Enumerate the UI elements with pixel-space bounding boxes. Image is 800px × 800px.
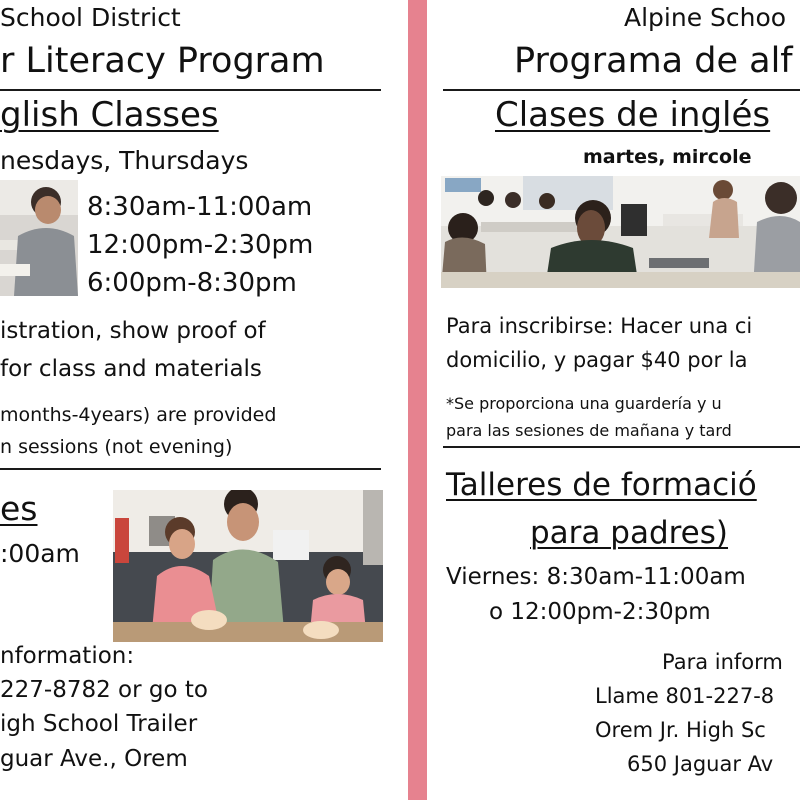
registration-line-2: for class and materials [0, 356, 262, 382]
class-days: nesdays, Thursdays [0, 146, 249, 175]
registration-line-2: domicilio, y pagar $40 por la [446, 348, 748, 372]
district-name: School District [0, 3, 181, 32]
workshop-time-1: Viernes: 8:30am-11:00am [446, 564, 746, 590]
childcare-line-2: n sessions (not evening) [0, 436, 233, 458]
workshop-time: :00am [0, 539, 80, 568]
workshop-title-line-1: Talleres de formació [446, 467, 757, 503]
divider-rule [443, 446, 800, 448]
contact-address: 650 Jaguar Av [627, 752, 774, 776]
time-slot-2: 12:00pm-2:30pm [87, 230, 314, 260]
mother-children-photo [113, 490, 383, 642]
contact-phone: Llame 801-227-8 [595, 684, 775, 708]
classroom-photo [441, 176, 800, 288]
contact-address: guar Ave., Orem [0, 746, 188, 772]
contact-heading: nformation: [0, 643, 135, 669]
childcare-line-1: months-4years) are provided [0, 404, 277, 426]
spanish-flyer-panel [427, 0, 800, 800]
workshop-title-line-2: para padres) [530, 515, 729, 551]
childcare-line-2: para las sesiones de mañana y tard [446, 421, 732, 440]
workshop-title: es [0, 489, 38, 528]
divider-rule [443, 89, 800, 91]
section-title: glish Classes [0, 95, 219, 135]
contact-location: Orem Jr. High Sc [595, 718, 766, 742]
workshop-time-2: o 12:00pm-2:30pm [489, 599, 711, 625]
registration-line-1: Para inscribirse: Hacer una ci [446, 314, 753, 338]
program-title: r Literacy Program [0, 41, 325, 81]
contact-heading: Para inform [662, 650, 783, 674]
classroom-photo [0, 180, 78, 296]
class-days: martes, mircole [583, 146, 752, 168]
divider-rule [0, 89, 381, 91]
pink-divider [408, 0, 427, 800]
program-title: Programa de alf [514, 41, 793, 81]
contact-location: igh School Trailer [0, 711, 198, 737]
divider-rule [0, 468, 381, 470]
time-slot-1: 8:30am-11:00am [87, 192, 313, 222]
district-name: Alpine Schoo [624, 3, 787, 32]
section-title: Clases de inglés [495, 95, 771, 135]
childcare-line-1: *Se proporciona una guardería y u [446, 394, 722, 413]
contact-phone: 227-8782 or go to [0, 677, 208, 703]
time-slot-3: 6:00pm-8:30pm [87, 268, 297, 298]
registration-line-1: istration, show proof of [0, 318, 266, 344]
